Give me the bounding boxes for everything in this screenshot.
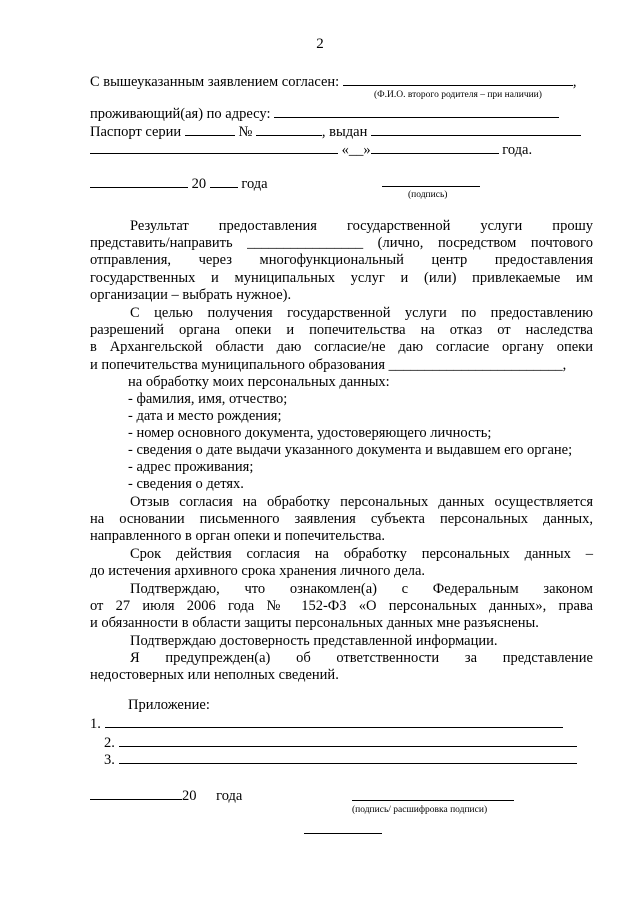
second-parent-name-field[interactable] <box>343 72 573 86</box>
signature-day-month-field-2[interactable] <box>90 786 182 800</box>
issue-date-line <box>90 140 532 159</box>
consent-paragraph <box>90 305 593 374</box>
issue-year-word: года. <box>502 142 533 158</box>
passport-line <box>90 122 581 141</box>
passport-number-field[interactable] <box>256 122 322 136</box>
term-line: Срок действия согласия на обработку персональных данных – <box>130 546 593 562</box>
withdrawal-line: Отзыв согласия на обработку персональных данных осуществляется <box>130 494 593 510</box>
consent-label: С вышеуказанным заявлением согласен: <box>90 74 340 90</box>
attachment-field-3[interactable] <box>119 750 577 764</box>
passport-label: Паспорт серии <box>90 124 182 140</box>
number-sign: № <box>238 124 253 140</box>
issued-by-field[interactable] <box>371 122 581 136</box>
consent-line <box>90 72 576 91</box>
signature-day-month-field-1[interactable] <box>90 174 188 188</box>
signature-field-1[interactable] <box>382 186 480 187</box>
signature-date-line-1 <box>90 174 268 193</box>
signature-year-prefix-2: 20 <box>182 788 197 804</box>
withdrawal-paragraph <box>90 494 593 546</box>
consent-line: и попечительства муниципального образования ________________________, <box>90 356 567 373</box>
footer-line <box>304 833 382 834</box>
issued-label: , выдан <box>321 124 368 140</box>
signature-field-2[interactable] <box>352 800 514 801</box>
law-line: от 27 июля 2006 года № 152-ФЗ «О персональных данных», права <box>90 598 593 615</box>
law-paragraph <box>90 581 593 633</box>
accuracy-line: Подтверждаю достоверность представленной информации. <box>130 633 498 649</box>
result-line: организации – выбрать нужное). <box>90 286 292 303</box>
law-line: Подтверждаю, что ознакомлен(а) с Федеральным законом <box>130 581 593 597</box>
personal-data-item: - номер основного документа, удостоверяющего личность; <box>128 425 492 441</box>
warning-line: недостоверных или неполных сведений. <box>90 667 339 684</box>
signature-year-word-2: года <box>216 788 243 804</box>
attachment-item-1 <box>90 714 563 733</box>
withdrawal-line: на основании письменного заявления субъекта персональных данных, <box>90 511 593 528</box>
attachment-item-3 <box>104 750 577 769</box>
issue-day: «__» <box>341 142 371 158</box>
result-paragraph <box>90 218 593 304</box>
result-line: представить/направить ________________ (лично, посредством почтового <box>90 235 593 252</box>
consent-suffix: , <box>572 74 577 90</box>
signature-date-line-2 <box>90 786 242 805</box>
consent-line: С целью получения государственной услуги по предоставлению <box>130 305 593 321</box>
second-parent-caption: (Ф.И.О. второго родителя – при наличии) <box>374 90 542 100</box>
consent-line: в Архангельской области даю согласие/не даю согласие органу опеки <box>90 339 593 356</box>
attachment-field-2[interactable] <box>119 733 577 747</box>
personal-data-item: - фамилия, имя, отчество; <box>128 391 288 407</box>
attachment-number: 1. <box>90 716 101 732</box>
attachment-field-1[interactable] <box>105 714 563 728</box>
address-line <box>90 104 559 123</box>
withdrawal-line: направленного в орган опеки и попечительства. <box>90 528 386 545</box>
personal-data-item: - сведения о дате выдачи указанного документа и выдавшем его органе; <box>128 442 573 458</box>
address-label: проживающий(ая) по адресу: <box>90 106 271 122</box>
signature-year-field-1[interactable] <box>210 174 238 188</box>
term-paragraph <box>90 546 593 580</box>
personal-data-item: - адрес проживания; <box>128 459 254 475</box>
processing-intro: на обработку моих персональных данных: <box>128 374 390 390</box>
attachment-number: 3. <box>104 752 115 768</box>
signature-year-prefix-1: 20 <box>191 176 207 192</box>
signature-caption-2: (подпись/ расшифровка подписи) <box>352 805 488 815</box>
result-line: государственных и муниципальных услуг и (или) привлекаемые им <box>90 269 593 286</box>
address-field[interactable] <box>274 104 559 118</box>
signature-caption-1: (подпись) <box>408 190 448 200</box>
attachments-label: Приложение: <box>128 697 210 713</box>
issued-by-continued-field[interactable] <box>90 140 338 154</box>
result-line: Результат предоставления государственной услуги прошу <box>130 218 593 234</box>
result-line: отправления, через многофункциональный центр предоставления <box>90 252 593 269</box>
attachment-number: 2. <box>104 735 115 751</box>
signature-year-word-1: года <box>241 176 268 192</box>
personal-data-item: - дата и место рождения; <box>128 408 282 424</box>
warning-line: Я предупрежден(а) об ответственности за представление <box>130 650 593 666</box>
page-number: 2 <box>316 36 324 52</box>
law-line: и обязанности в области защиты персональных данных мне разъяснены. <box>90 615 539 632</box>
term-line: до истечения архивного срока хранения личного дела. <box>90 563 426 580</box>
issue-month-field[interactable] <box>371 140 499 154</box>
accuracy-paragraph <box>90 633 593 650</box>
passport-series-field[interactable] <box>185 122 235 136</box>
personal-data-item: - сведения о детях. <box>128 476 244 492</box>
warning-paragraph <box>90 650 593 684</box>
consent-line: разрешений органа опеки и попечительства на отказ от наследства <box>90 322 593 339</box>
